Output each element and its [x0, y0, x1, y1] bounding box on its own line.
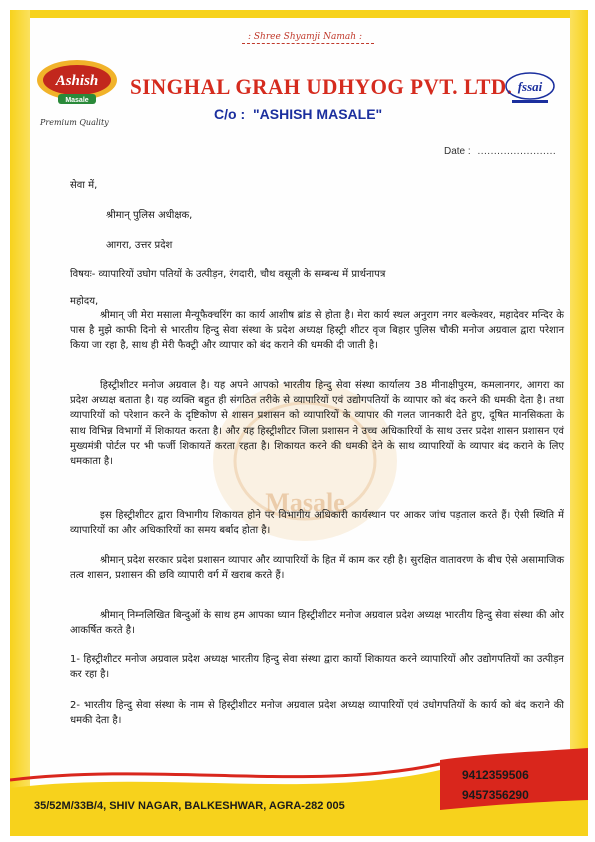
- date-field: [444, 146, 556, 157]
- care-of-prefix: C/o :: [214, 106, 246, 122]
- header-tagline: : Shree Shyamji Namah :: [248, 32, 362, 42]
- ashish-logo: [36, 58, 118, 106]
- paragraph-5: [70, 608, 564, 638]
- top-yellow-band: [10, 10, 588, 18]
- company-name: SINGHAL GRAH UDHYOG PVT. LTD.: [130, 74, 513, 99]
- paragraph-text: श्रीमान् निम्नलिखित बिन्दुओं के साथ हम आपका ध्यान हिस्ट्रीशीटर मनोज अग्रवाल प्रदेश अध्यक्ष भारतीय हिन्दु सेवा संस्था की ओर आकर्षित करते है।: [70, 610, 564, 637]
- fssai-text: fssai: [517, 79, 543, 94]
- tagline-divider: [242, 43, 374, 44]
- paragraph-3: [70, 508, 564, 538]
- footer-address: 35/52M/33B/4, SHIV NAGAR, BALKESHWAR, AGRA-282 005: [34, 800, 345, 812]
- right-yellow-band: [570, 10, 588, 836]
- letterhead-page: [10, 10, 588, 836]
- logo-subtext: Masale: [65, 97, 89, 104]
- paragraph-4: [70, 553, 564, 583]
- premium-quality-text: Premium Quality: [40, 118, 109, 127]
- point-2: 2- भारतीय हिन्दु सेवा संस्था के नाम से हिस्ट्रीशीटर मनोज अग्रवाल प्रदेश अध्यक्ष व्यापारियों एवं उधोगपतियों के कार्य को बंद कराने की धमकी देता है।: [70, 700, 564, 727]
- date-label: Date :: [444, 146, 471, 157]
- recipient-location: आगरा, उत्तर प्रदेश: [106, 240, 173, 251]
- paragraph-text: इस हिस्ट्रीशीटर द्वारा विभागीय शिकायत होने पर विभागीय अधिकारी कार्यस्थान पर आकर जांच पड़ताल करते हैं। ऐसी स्थिति में व्यापारियों का और अधिकारियों का समय बर्बाद होता है।: [70, 510, 564, 537]
- paragraph-2: [70, 378, 564, 469]
- paragraph-text: श्रीमान् प्रदेश सरकार प्रदेश प्रशासन व्यापार और व्यापारियों के हित में काम कर रही है। सुरक्षित वातावरण के बीच ऐसे असामाजिक तत्व शासन, प्रशासन की छवि व्यापारी वर्ग में खराब करते हैं।: [70, 555, 564, 582]
- letter-subject: विषयः- व्यापारियों उघोग पतियों के उत्पीड़न, रंगदारी, चौथ वसूली के सम्बन्ध में प्रार्थनापत्र: [70, 269, 386, 280]
- care-of-brand: "ASHISH MASALE": [253, 106, 383, 122]
- paragraph-1: [70, 308, 564, 354]
- phone-number-2: 9457356290: [462, 788, 529, 802]
- paragraph-text: श्रीमान् जी मेरा मसाला मैन्यूफैक्चरिंग का कार्य आशीष ब्रांड से होता है। मेरा कार्य स्थल अनुराग नगर बल्केश्वर, महादेवर मन्दिर के पास है मुझे काफी दिनो से भारतीय हिन्दु सेवा संस्था के प्रदेश अध्यक्ष हिस्ट्री शीटर वृज बिहार पुलिस चौकी मनोज अग्रवाल द्वारा परेशान किया जा रहा है, साथ ही मेरी फैक्ट्री और व्यापार को बंद कराने की धमकी दी जाती है।: [70, 310, 564, 352]
- left-yellow-band: [10, 10, 30, 836]
- logo-text: Ashish: [55, 73, 99, 89]
- paragraph-text: हिस्ट्रीशीटर मनोज अग्रवाल है। यह अपने आपको भारतीय हिन्दु सेवा संस्था कार्यालय 38 मीनाक्षीपुरम, कमलानगर, आगरा का प्रदेश अध्यक्ष बताता है। यह व्यक्ति बहुत ही संगठित तरीके से व्यापारियों एवं उद्योगपतियों के व्यापार को बंद करने की धमकी देता है। तथा व्यापारियों को परेशान करने के दृष्टिकोण से शासन प्रशासन को व्यापारियों के व्यापार की गलत जानकारी देते हुए, दूषित मानसिकता के साथ विभिन्न विभागों में शिकायत करता है। और यह हिस्ट्रीशीटर जिला प्रशासन ने उच्च अधिकारियों के साथ उत्तर प्रदेश शासन प्रशासन एवं मुख्यमंत्री पोर्टल पर भी फर्जी शिकायतें करता रहता है। शिकायत करने की धमकी देने के साथ व्यापारियों के व्यापार बंद कराने के लिए धमकाता है।: [70, 380, 564, 468]
- date-blank: ........................: [477, 146, 557, 157]
- salutation-to: सेवा में,: [70, 180, 98, 191]
- recipient-title: श्रीमान् पुलिस अधीक्षक,: [106, 210, 193, 221]
- phone-number-1: 9412359506: [462, 768, 529, 782]
- point-1: 1- हिस्ट्रीशीटर मनोज अग्रवाल प्रदेश अध्यक्ष भारतीय हिन्दु सेवा संस्था द्वारा कार्यो शिकायत करने व्यापारियों और उद्योगपतियों का उत्पीड़न कर रहा है।: [70, 654, 564, 681]
- watermark-text: Masale: [265, 488, 345, 517]
- fssai-logo: [504, 70, 556, 106]
- care-of-line: [214, 106, 382, 122]
- letter-greeting: महोदय,: [70, 296, 99, 307]
